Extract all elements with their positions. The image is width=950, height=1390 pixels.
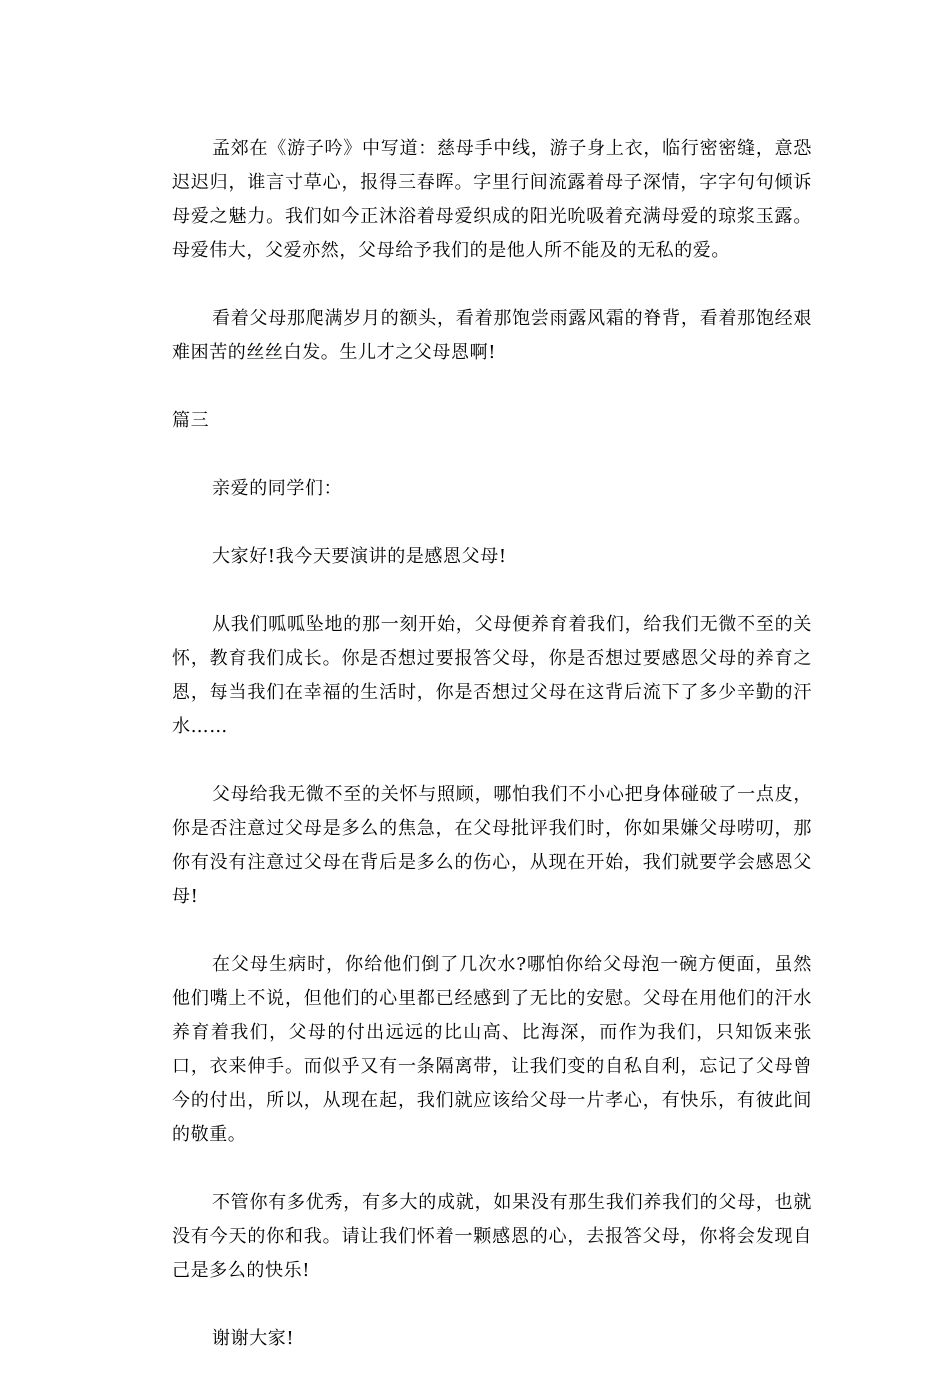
paragraph-mengjiao: 孟郊在《游子吟》中写道：慈母手中线，游子身上衣，临行密密缝，意恐迟迟归，谁言寸草心，报得三春晖。字里行间流露着母子深情，字字句句倾诉母爱之魅力。我们如今正沐浴着母爱织成的阳光吮吸着充满母爱的琼浆玉露。母爱伟大，父爱亦然，父母给予我们的是他人所不能及的无私的爱。 — [172, 138, 812, 261]
speech-paragraph-2: 父母给我无微不至的关怀与照顾，哪怕我们不小心把身体碰破了一点皮，你是否注意过父母是多么的焦急，在父母批评我们时，你如果嫌父母唠叨，那你有没有注意过父母在背后是多么的伤心，从现在开始，我们就要学会感恩父母! — [172, 784, 812, 907]
paragraph-parents-forehead: 看着父母那爬满岁月的额头，看着那饱尝雨露风霜的脊背，看着那饱经艰难困苦的丝丝白发。生儿才之父母恩啊! — [172, 308, 812, 363]
document-body — [172, 132, 812, 1390]
speech-closing: 谢谢大家! — [212, 1328, 295, 1349]
section-heading: 篇三 — [172, 410, 210, 431]
speech-salutation: 亲爱的同学们： — [212, 478, 343, 499]
speech-greeting: 大家好!我今天要演讲的是感恩父母! — [212, 546, 507, 567]
speech-paragraph-3: 在父母生病时，你给他们倒了几次水?哪怕你给父母泡一碗方便面，虽然他们嘴上不说，但他们的心里都已经感到了无比的安慰。父母在用他们的汗水养育着我们，父母的付出远远的比山高、比海深，而作为我们，只知饭来张口，衣来伸手。而似乎又有一条隔离带，让我们变的自私自利，忘记了父母曾今的付出，所以，从现在起，我们就应该给父母一片孝心，有快乐，有彼此间的敬重。 — [172, 954, 812, 1145]
speech-paragraph-4: 不管你有多优秀，有多大的成就，如果没有那生我们养我们的父母，也就没有今天的你和我。请让我们怀着一颗感恩的心，去报答父母，你将会发现自己是多么的快乐! — [172, 1192, 812, 1281]
speech-paragraph-1: 从我们呱呱坠地的那一刻开始，父母便养育着我们，给我们无微不至的关怀，教育我们成长。你是否想过要报答父母，你是否想过要感恩父母的养育之恩，每当我们在幸福的生活时，你是否想过父母在这背后流下了多少辛勤的汗水…… — [172, 614, 812, 737]
